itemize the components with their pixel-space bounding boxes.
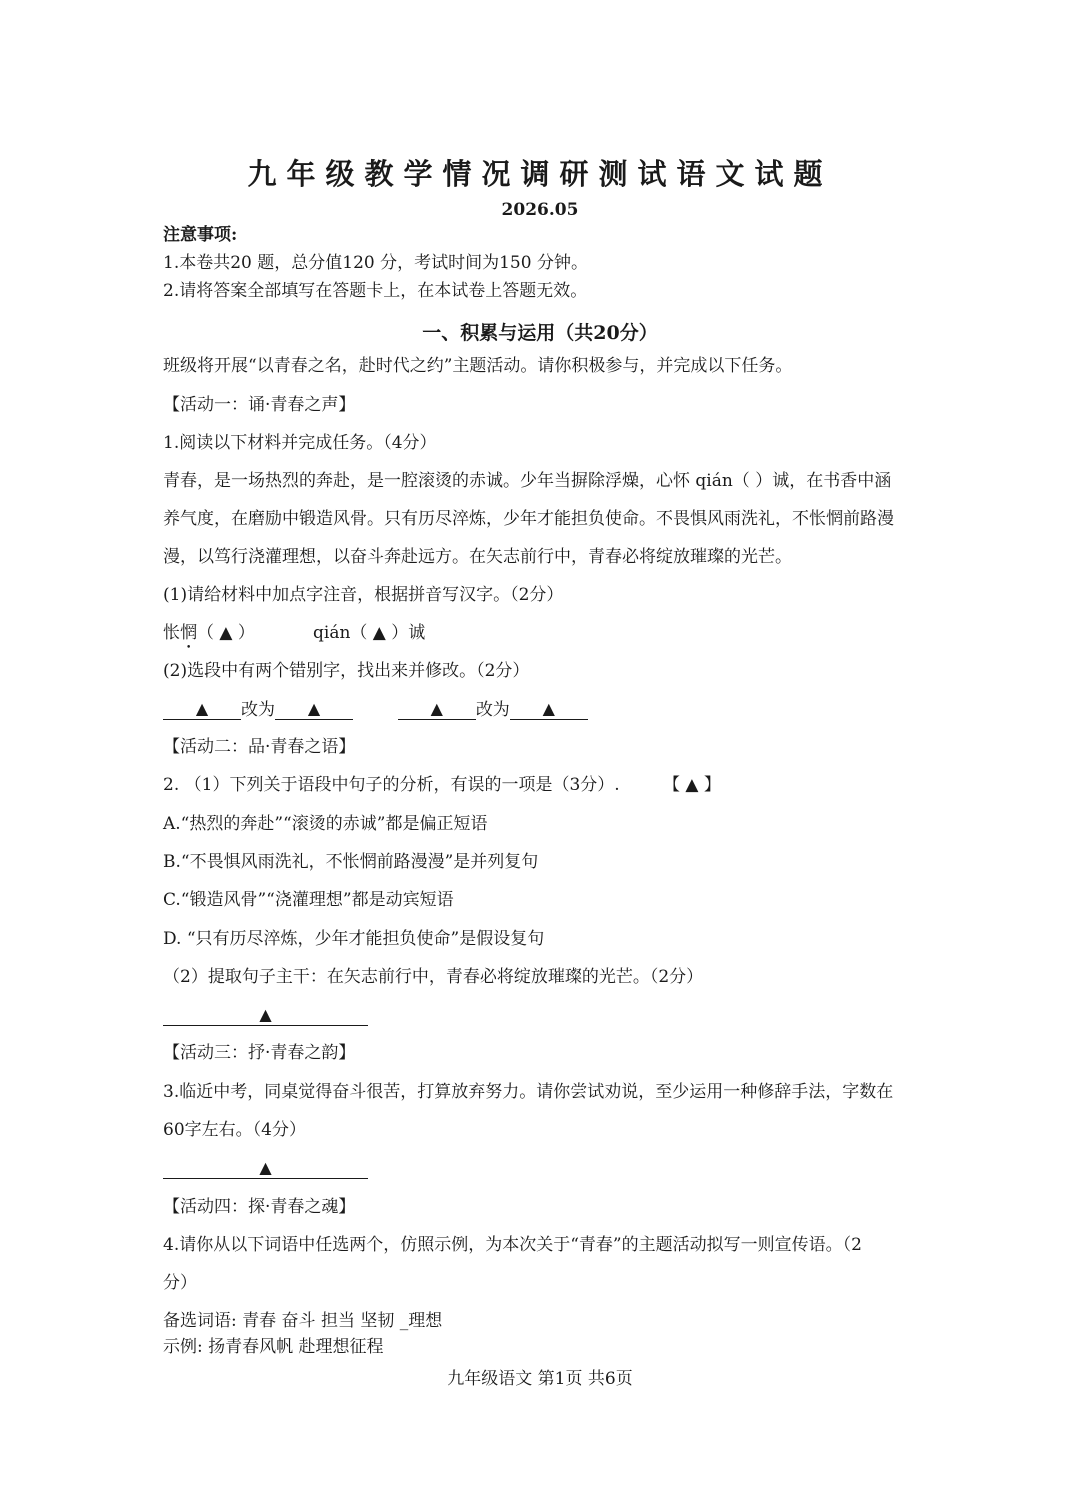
activity-4-heading: 【活动四：探·青春之魂】 xyxy=(163,1197,356,1217)
question-1-sub-2: (2)选段中有两个错别字，找出来并修改。（2分） xyxy=(163,661,530,681)
exam-title: 九年级教学情况调研测试语文试题 xyxy=(247,157,833,191)
notice-item-1: 1.本卷共20 题，总分值120 分，考试时间为150 分钟。 xyxy=(163,253,588,273)
activity-1-heading: 【活动一：诵·青春之声】 xyxy=(163,395,356,415)
passage-line-3: 漫，以笃行浇灌理想，以奋斗奔赴远方。在矢志前行中，青春必将绽放璀璨的光芒。 xyxy=(163,547,792,567)
answer-bracket: 【 ▲ 】 xyxy=(663,775,721,795)
page-footer: 九年级语文 第1页 共6页 xyxy=(447,1369,633,1389)
activity-3-heading: 【活动三：抒·青春之韵】 xyxy=(163,1043,356,1063)
answer-line xyxy=(163,1158,368,1179)
question-4-line-1: 4.请你从以下词语中任选两个，仿照示例，为本次关于“青春”的主题活动拟写一则宣传语。（2 xyxy=(163,1235,862,1255)
question-2-sub-2: （2）提取句子主干：在矢志前行中，青春必将绽放璀璨的光芒。（2分） xyxy=(163,967,704,987)
pinyin-answer-a xyxy=(163,623,255,653)
passage-line-1: 青春，是一场热烈的奔赴，是一腔滚烫的赤诚。少年当摒除浮燥，心怀 qián（ ）诚，在书香中涵 xyxy=(163,471,892,491)
notice-item-2: 2.请将答案全部填写在答题卡上，在本试卷上答题无效。 xyxy=(163,281,588,301)
answer-blank[interactable]: ▲ xyxy=(398,699,476,720)
passage-line-2: 养气度，在磨励中锻造风骨。只有历尽淬炼，少年才能担负使命。不畏惧风雨洗礼，不怅惘前路漫 xyxy=(163,509,894,529)
option-b: B.“不畏惧风雨洗礼，不怅惘前路漫漫”是并列复句 xyxy=(163,852,539,872)
dotted-char: 惘 xyxy=(180,623,197,643)
question-1-sub-1: (1)请给材料中加点字注音，根据拼音写汉字。（2分） xyxy=(163,585,564,605)
answer-blank[interactable]: ▲ xyxy=(163,1005,368,1026)
question-3-line-1: 3.临近中考，同桌觉得奋斗很苦，打算放弃努力。请你尝试劝说，至少运用一种修辞手法，字数在 xyxy=(163,1082,894,1102)
exam-date: 2026.05 xyxy=(501,200,579,220)
activity-2-heading: 【活动二：品·青春之语】 xyxy=(163,737,356,757)
change-to-label: 改为 xyxy=(241,700,275,720)
answer-blank[interactable]: ▲ xyxy=(275,699,353,720)
question-3-line-2: 60字左右。（4分） xyxy=(163,1120,306,1140)
activity-intro: 班级将开展“以青春之名，赴时代之约”主题活动。请你积极参与，并完成以下任务。 xyxy=(163,356,793,376)
pinyin-answer-b: qián（ ▲ ）诚 xyxy=(313,623,426,643)
candidate-words: 备选词语: 青春 奋斗 担当 坚韧 _理想 xyxy=(163,1311,443,1331)
option-c: C.“锻造风骨”“浇灌理想”都是动宾短语 xyxy=(163,890,454,910)
option-a: A.“热烈的奔赴”“滚烫的赤诚”都是偏正短语 xyxy=(163,814,488,834)
section-heading: 一、积累与运用（共20分） xyxy=(422,322,658,344)
answer-line xyxy=(163,1005,368,1026)
example-slogan: 示例: 扬青春风帆 赴理想征程 xyxy=(163,1337,384,1357)
change-to-label: 改为 xyxy=(475,700,510,720)
answer-blank[interactable]: ▲ xyxy=(163,1158,368,1179)
correction-blanks xyxy=(163,699,588,720)
question-4-line-2: 分） xyxy=(163,1273,197,1293)
notice-heading: 注意事项: xyxy=(163,225,238,245)
option-d: D. “只有历尽淬炼，少年才能担负使命”是假设复句 xyxy=(163,929,545,949)
answer-blank[interactable]: ▲ xyxy=(510,699,588,720)
question-1-stem: 1.阅读以下材料并完成任务。（4分） xyxy=(163,433,437,453)
question-2-stem: 2. （1）下列关于语段中句子的分析，有误的一项是（3分）. xyxy=(163,775,620,795)
answer-blank[interactable]: ▲ xyxy=(163,699,241,720)
answer-slot-a: （ ▲ ） xyxy=(197,623,255,643)
word-char: 怅 xyxy=(163,623,180,643)
